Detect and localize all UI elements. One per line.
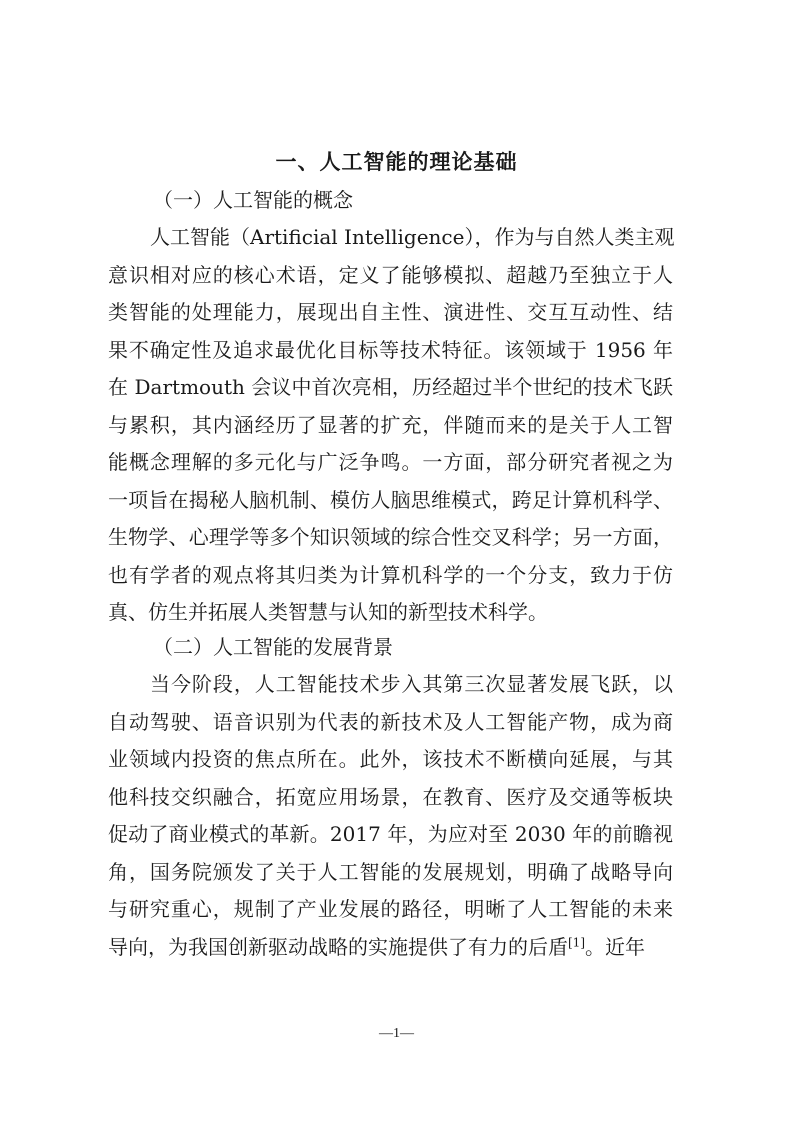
paragraph-line: 果不确定性及追求最优化目标等技术特征。该领域于 1956 年	[108, 337, 673, 362]
paragraph-line: 人工智能（Artificial Intelligence），作为与自然人类主观	[150, 225, 675, 249]
paragraph-line: 生物学、心理学等多个知识领域的综合性交叉科学；另一方面，	[108, 525, 673, 549]
section-heading-background: （二）人工智能的发展背景	[153, 635, 393, 659]
citation-marker[interactable]: [1]	[568, 934, 585, 949]
paragraph-line: 业领域内投资的焦点所在。此外，该技术不断横向延展，与其	[108, 747, 673, 771]
paragraph-line: 促动了商业模式的革新。2017 年，为应对至 2030 年的前瞻视	[108, 822, 673, 846]
paragraph-concept	[108, 219, 673, 632]
paragraph-line: 类智能的处理能力，展现出自主性、演进性、交互互动性、结	[108, 300, 673, 324]
paragraph-line: 与累积，其内涵经历了显著的扩充，伴随而来的是关于人工智	[108, 412, 673, 437]
chapter-title: 一、人工智能的理论基础	[275, 149, 518, 174]
paragraph-line: 一项旨在揭秘人脑机制、模仿人脑思维模式，跨足计算机科学、	[108, 487, 673, 512]
paragraph-line: 角，国务院颁发了关于人工智能的发展规划，明确了战略导向	[108, 859, 673, 884]
paragraph-line: 与研究重心，规制了产业发展的路径，明晰了人工智能的未来	[108, 897, 673, 921]
paragraph-line: 真、仿生并拓展人类智慧与认知的新型技术科学。	[108, 600, 548, 624]
paragraph-line-text: 导向，为我国创新驱动战略的实施提供了有力的后盾	[108, 934, 568, 959]
paragraph-line: 也有学者的观点将其归类为计算机科学的一个分支，致力于仿	[108, 562, 673, 587]
paragraph-line: 当今阶段，人工智能技术步入其第三次显著发展飞跃，以	[150, 672, 673, 696]
paragraph-line-with-citation	[108, 929, 673, 967]
section-heading-concept: （一）人工智能的概念	[153, 188, 353, 212]
paragraph-line: 自动驾驶、语音识别为代表的新技术及人工智能产物，成为商	[108, 709, 673, 734]
page-number: —1—	[379, 1026, 414, 1041]
paragraph-line-tail: 。近年	[585, 934, 645, 959]
paragraph-line: 意识相对应的核心术语，定义了能够模拟、超越乃至独立于人	[108, 262, 673, 287]
paragraph-background	[108, 666, 673, 966]
paragraph-line: 能概念理解的多元化与广泛争鸣。一方面，部分研究者视之为	[108, 450, 673, 474]
paragraph-line: 在 Dartmouth 会议中首次亮相，历经超过半个世纪的技术飞跃	[108, 375, 673, 399]
paragraph-line: 他科技交织融合，拓宽应用场景，在教育、医疗及交通等板块	[108, 784, 673, 809]
